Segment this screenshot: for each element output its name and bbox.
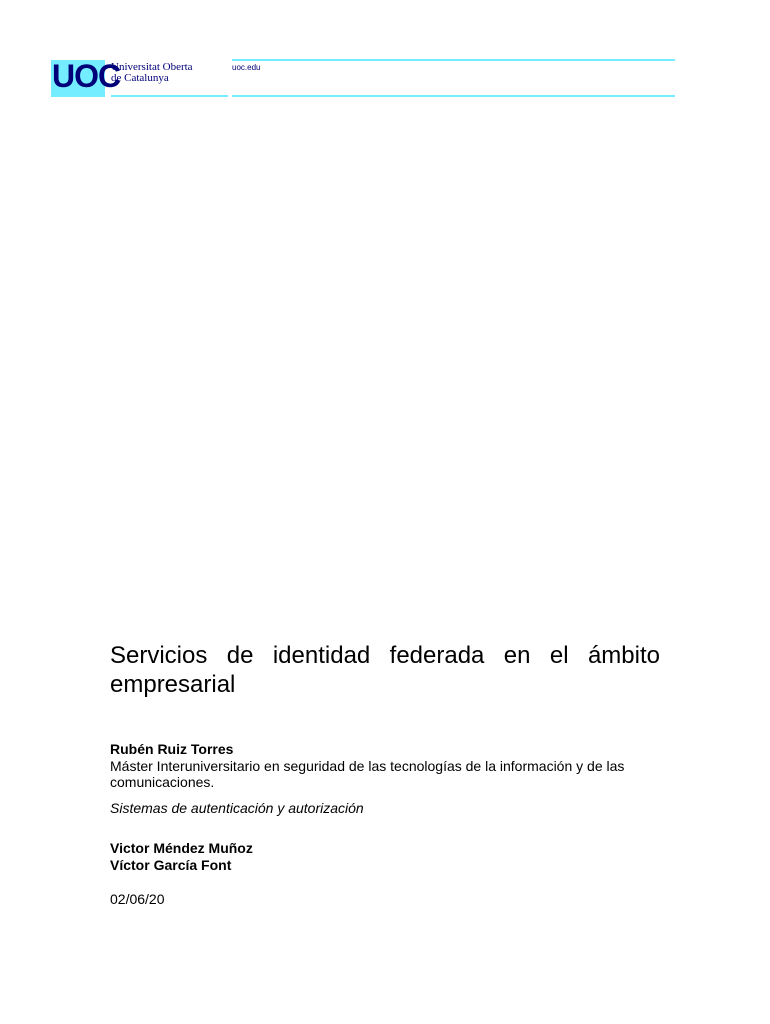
director-name: Víctor García Font (110, 857, 232, 873)
university-name: Universitat Oberta de Catalunya (111, 61, 193, 84)
uoc-logo (51, 58, 121, 97)
header-divider-top (232, 59, 675, 61)
subject-area: Sistemas de autenticación y autorización (110, 800, 364, 816)
logo-letters: UOC (52, 58, 121, 94)
website-url: uoc.edu (232, 63, 261, 72)
document-date: 02/06/20 (110, 891, 165, 907)
director-name: Victor Méndez Muñoz (110, 840, 253, 856)
author-name: Rubén Ruiz Torres (110, 741, 234, 757)
degree-name: Máster Interuniversitario en seguridad de las tecnologías de la información y de las comunicaciones. (110, 758, 625, 790)
header-divider-left (111, 95, 228, 97)
document-header (0, 0, 770, 110)
header-divider-bottom (232, 95, 675, 97)
document-title: Servicios de identidad federada en el ámbito empresarial (110, 642, 660, 698)
